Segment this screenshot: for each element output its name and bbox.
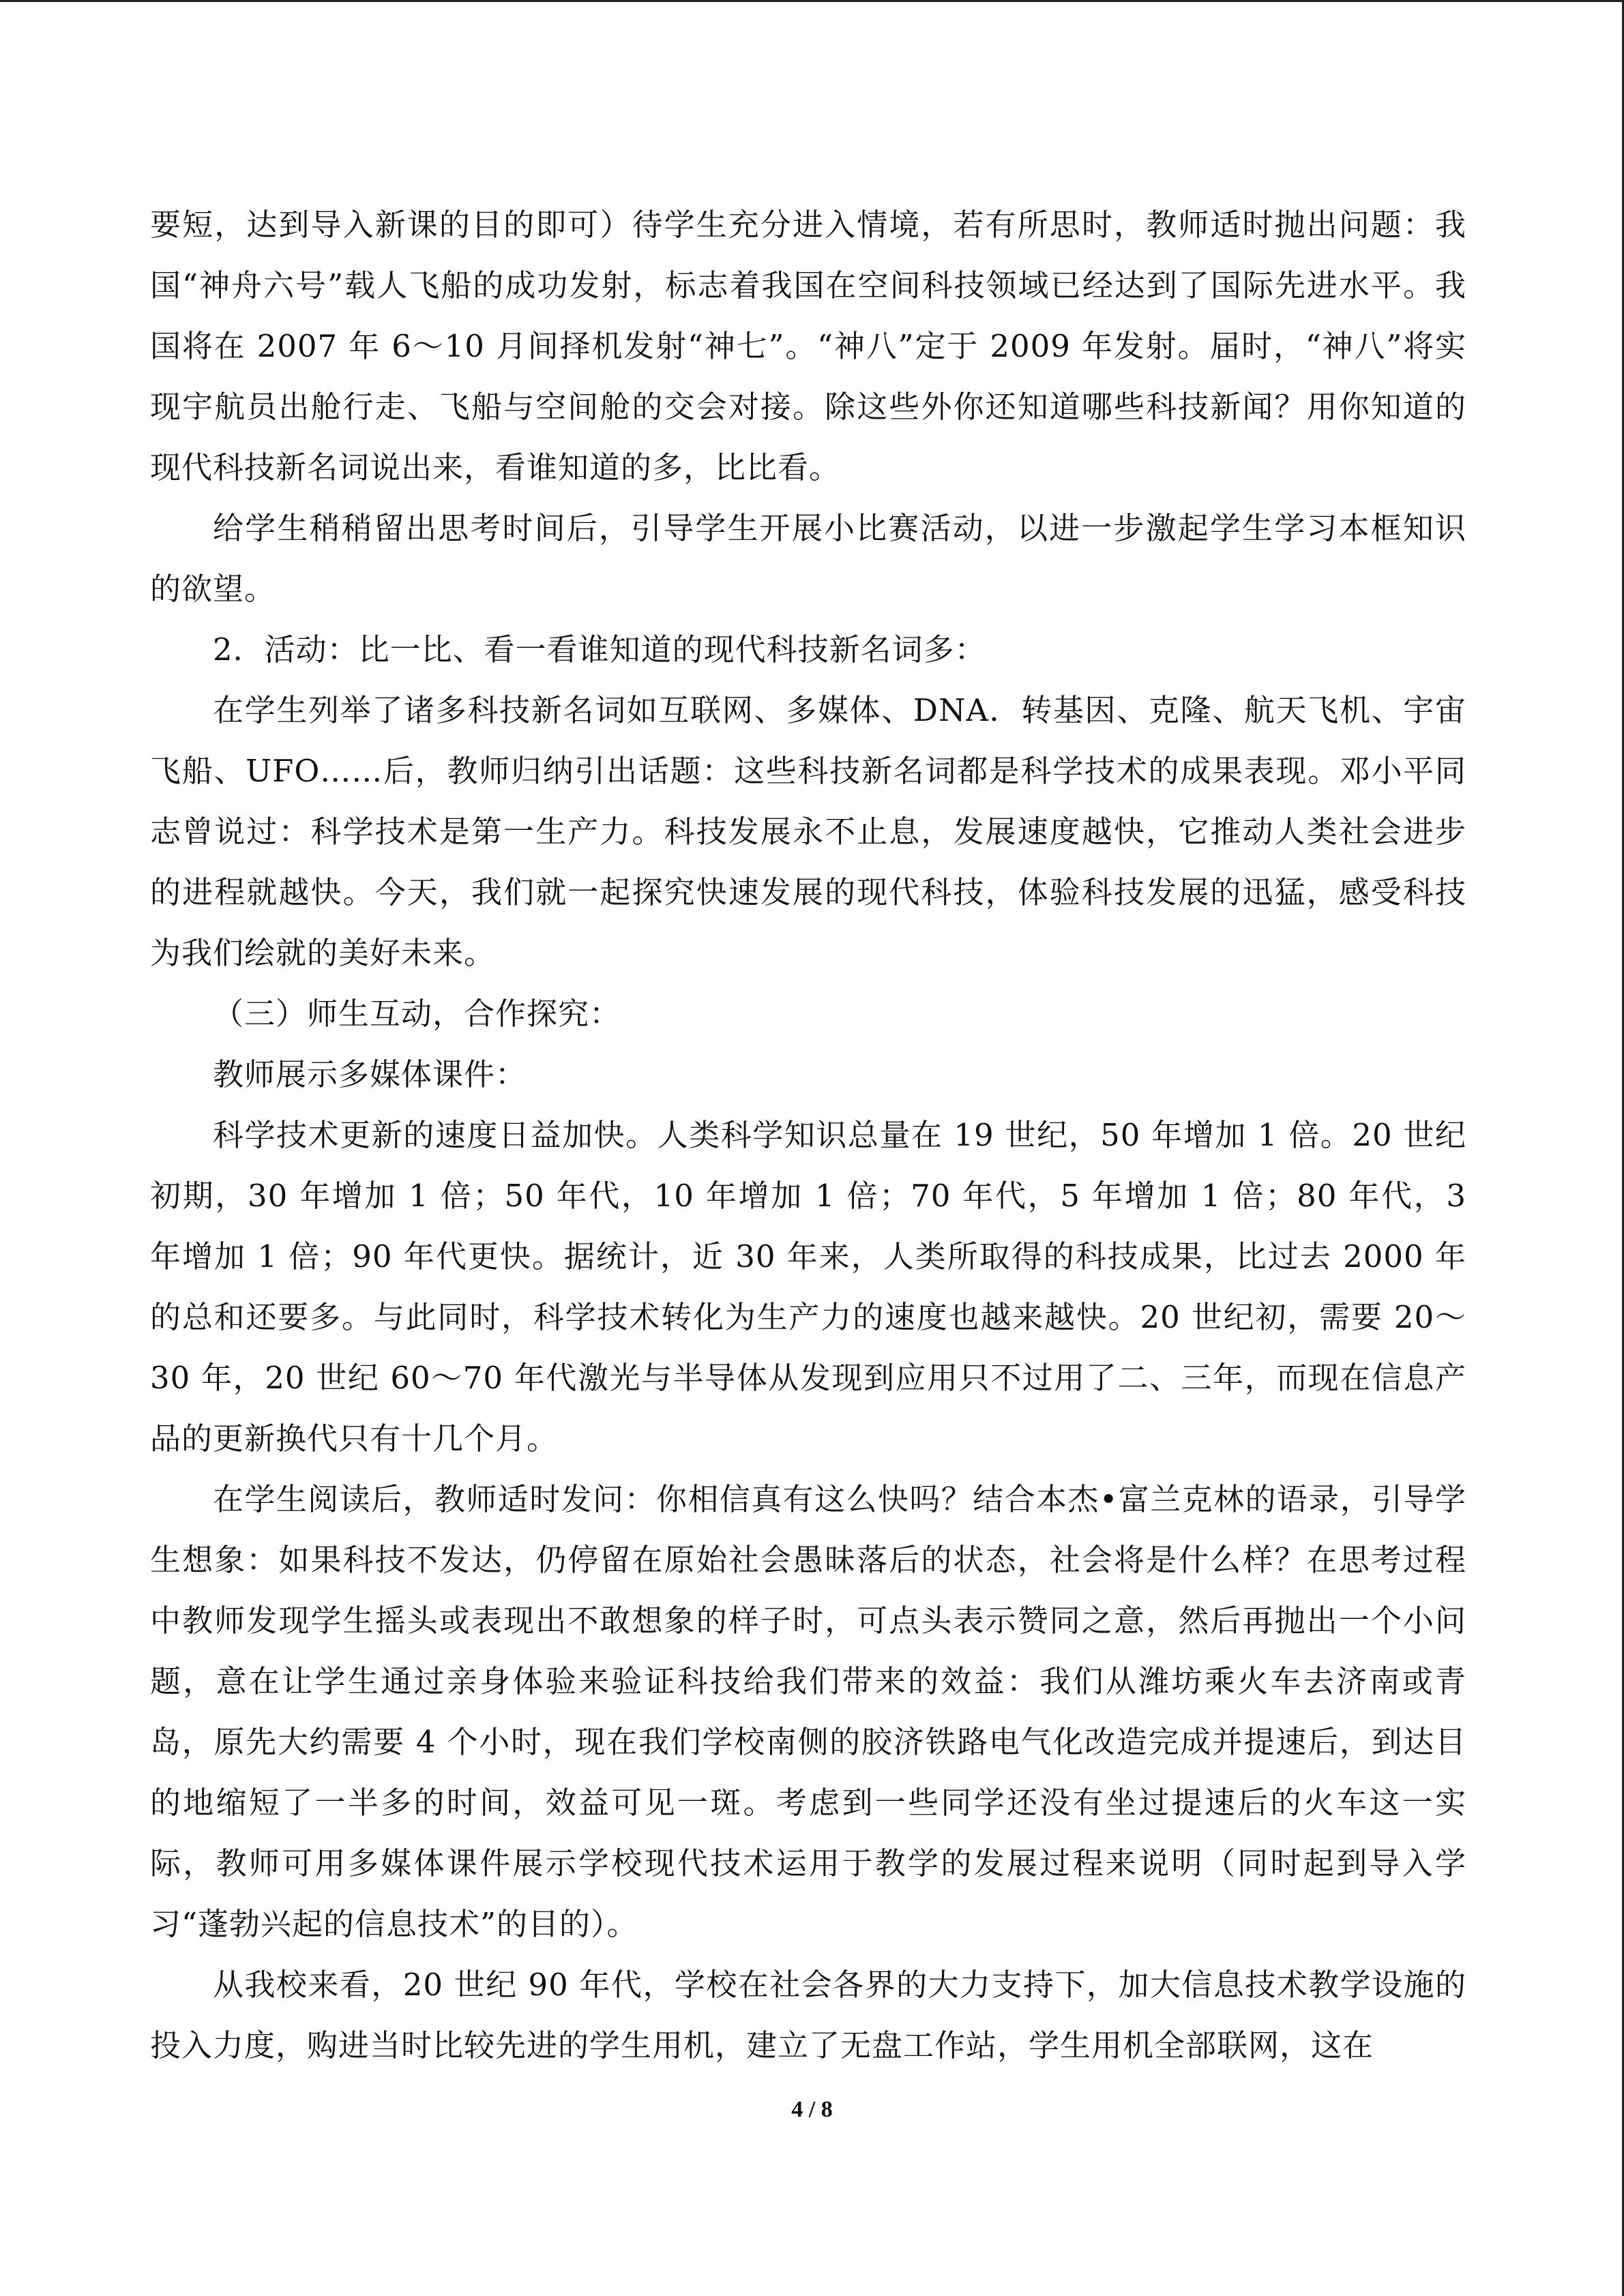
- paragraph-tech-terms: 在学生列举了诸多科技新名词如互联网、多媒体、DNA．转基因、克隆、航天飞机、宇宙飞船、UFO……后，教师归纳引出话题：这些科技新名词都是科学技术的成果表现。邓小平同志曾说过：科学技术是第一生产力。科技发展永不止息，发展速度越快，它推动人类社会进步的进程就越快。今天，我们就一起探究快速发展的现代科技，体验科技发展的迅猛，感受科技为我们绘就的美好未来。: [150, 692, 1466, 971]
- paragraph-teacher-question: 在学生阅读后，教师适时发问：你相信真有这么快吗？结合本杰•富兰克林的语录，引导学生想象：如果科技不发达，仍停留在原始社会愚昧落后的状态，社会将是什么样？在思考过程中教师发现学生摇头或表现出不敢想象的样子时，可点头表示赞同之意，然后再抛出一个小问题，意在让学生通过亲身体验来验证科技给我们带来的效益：我们从潍坊乘火车去济南或青岛，原先大约需要 4 个小时，现在我们学校南侧的胶济铁路电气化改造完成并提速后，到达目的地缩短了一半多的时间，效益可见一斑。考虑到一些同学还没有坐过提速后的火车这一实际，教师可用多媒体课件展示学校现代技术运用于教学的发展过程来说明（同时起到导入学习“蓬勃兴起的信息技术”的目的）。: [150, 1481, 1466, 1942]
- body-text: [150, 194, 1466, 2076]
- paragraph-school-example: 从我校来看，20 世纪 90 年代，学校在社会各界的大力支持下，加大信息技术教学设施的投入力度，购进当时比较先进的学生用机，建立了无盘工作站，学生用机全部联网，这在: [150, 1967, 1466, 2063]
- paragraph-thinking-time: 给学生稍稍留出思考时间后，引导学生开展小比赛活动，以进一步激起学生学习本框知识的欲望。: [150, 510, 1466, 607]
- paragraph-activity-heading: 2．活动：比一比、看一看谁知道的现代科技新名词多：: [213, 631, 986, 668]
- page-number: 4 / 8: [791, 2097, 833, 2122]
- paragraph-multimedia-intro: 教师展示多媒体课件：: [213, 1056, 527, 1092]
- paragraph-tech-speed: 科学技术更新的速度日益加快。人类科学知识总量在 19 世纪，50 年增加 1 倍。20 世纪初期，30 年增加 1 倍；50 年代，10 年增加 1 倍；70 年代，5 年增加 1 倍；80 年代，3 年增加 1 倍；90 年代更快。据统计，近 30 年来，人类所取得的科技成果，比过去 2000 年的总和还要多。与此同时，科学技术转化为生产力的速度也越来越快。20 世纪初，需要 20～30 年，20 世纪 60～70 年代激光与半导体从发现到应用只不过用了二、三年，而现在信息产品的更新换代只有十几个月。: [150, 1117, 1466, 1457]
- section-heading-interaction: （三）师生互动，合作探究：: [213, 996, 621, 1032]
- paragraph-intro-question: 要短，达到导入新课的目的即可）待学生充分进入情境，若有所思时，教师适时抛出问题：我国“神舟六号”载人飞船的成功发射，标志着我国在空间科技领域已经达到了国际先进水平。我国将在 2007 年 6～10 月间择机发射“神七”。“神八”定于 2009 年发射。届时，“神八”将实现宇航员出舱行走、飞船与空间舱的交会对接。除这些外你还知道哪些科技新闻？用你知道的现代科技新名词说出来，看谁知道的多，比比看。: [150, 207, 1466, 486]
